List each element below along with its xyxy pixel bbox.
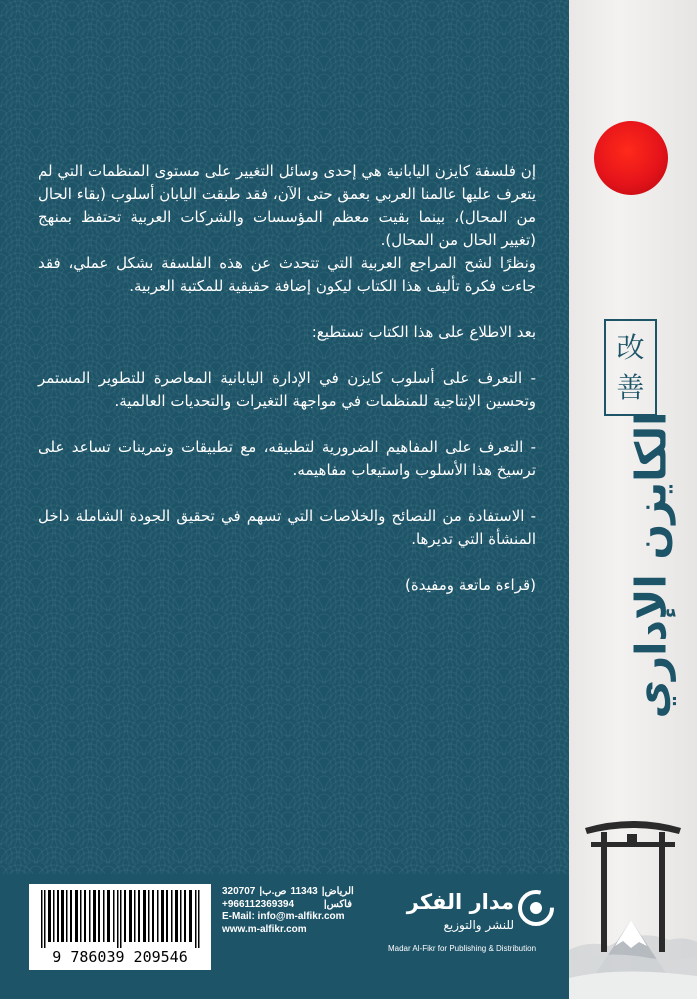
book-spine: [569, 0, 697, 999]
closing-line: (قراءة ماتعة ومفيدة): [405, 576, 536, 594]
barcode-bars: [39, 890, 203, 948]
isbn-number: 9 786039 209546: [52, 948, 188, 966]
kanji-zen: 善: [616, 371, 645, 404]
red-sun-icon: [594, 121, 668, 195]
kanji-kai: 改: [616, 331, 645, 364]
fax-label: فاكس|: [323, 898, 352, 910]
bullet-item: - التعرف على أسلوب كايزن في الإدارة اليابانية المعاصرة للتطوير المستمر وتحسين الإنتاجية للمنظمات في مواجهة التغيرات والتحديات العالمية.: [38, 369, 536, 410]
po-box-number: 320707: [222, 886, 256, 897]
spine-title: الكايزن الإداري: [626, 411, 676, 719]
publisher-circle-icon: [516, 888, 556, 928]
publisher-subtitle: للنشر والتوزيع: [443, 918, 514, 932]
fax-row: [222, 899, 352, 912]
isbn-barcode: [29, 884, 211, 970]
bullet-item: - الاستفادة من النصائح والخلاصات التي تسهم في تحقيق الجودة الشاملة داخل المنشأة التي تديرها.: [38, 507, 536, 548]
publisher-contact: [222, 886, 352, 936]
address-row: [222, 886, 352, 899]
postal-code: 11343: [290, 886, 318, 897]
intro-line: بعد الاطلاع على هذا الكتاب تستطيع:: [311, 323, 536, 341]
back-cover-text: [38, 160, 536, 597]
city: الرياض|: [321, 886, 354, 897]
publisher-logo: [368, 884, 556, 974]
publisher-name-english: Madar Al-Fikr for Publishing & Distribution: [387, 944, 537, 953]
email-line: E-Mail: info@m-alfikr.com: [222, 911, 345, 922]
paragraph: إن فلسفة كايزن اليابانية هي إحدى وسائل التغيير على مستوى المنظمات التي لم يتعرف عليها عالمنا العربي بعمق حتى الآن، فقد طبقت اليابان أسلوب (بقاء الحال من المحال)، بينما بقيت معظم المؤسسات والشركات العربية تحتفظ بمنهج (تغيير الحال من المحال).: [38, 162, 536, 249]
torii-gate-mountain-icon: [569, 800, 697, 999]
kanji-stamp: [604, 319, 657, 416]
paragraph: ونظرًا لشح المراجع العربية التي تتحدث عن هذه الفلسفة بشكل عملي، فقد جاءت فكرة تأليف هذا الكتاب ليكون إضافة حقيقية للمكتبة العربية.: [38, 254, 536, 295]
bullet-item: - التعرف على المفاهيم الضرورية لتطبيقه، مع تطبيقات وتمرينات تساعد على ترسيخ هذا الأسلوب واستيعاب مفاهيمه.: [38, 438, 536, 479]
po-box-label: ص.ب|: [259, 886, 287, 897]
publisher-name: مدار الفكر: [406, 890, 514, 914]
fax-number: +966112369394: [222, 898, 295, 910]
website-line: www.m-alfikr.com: [222, 923, 307, 935]
